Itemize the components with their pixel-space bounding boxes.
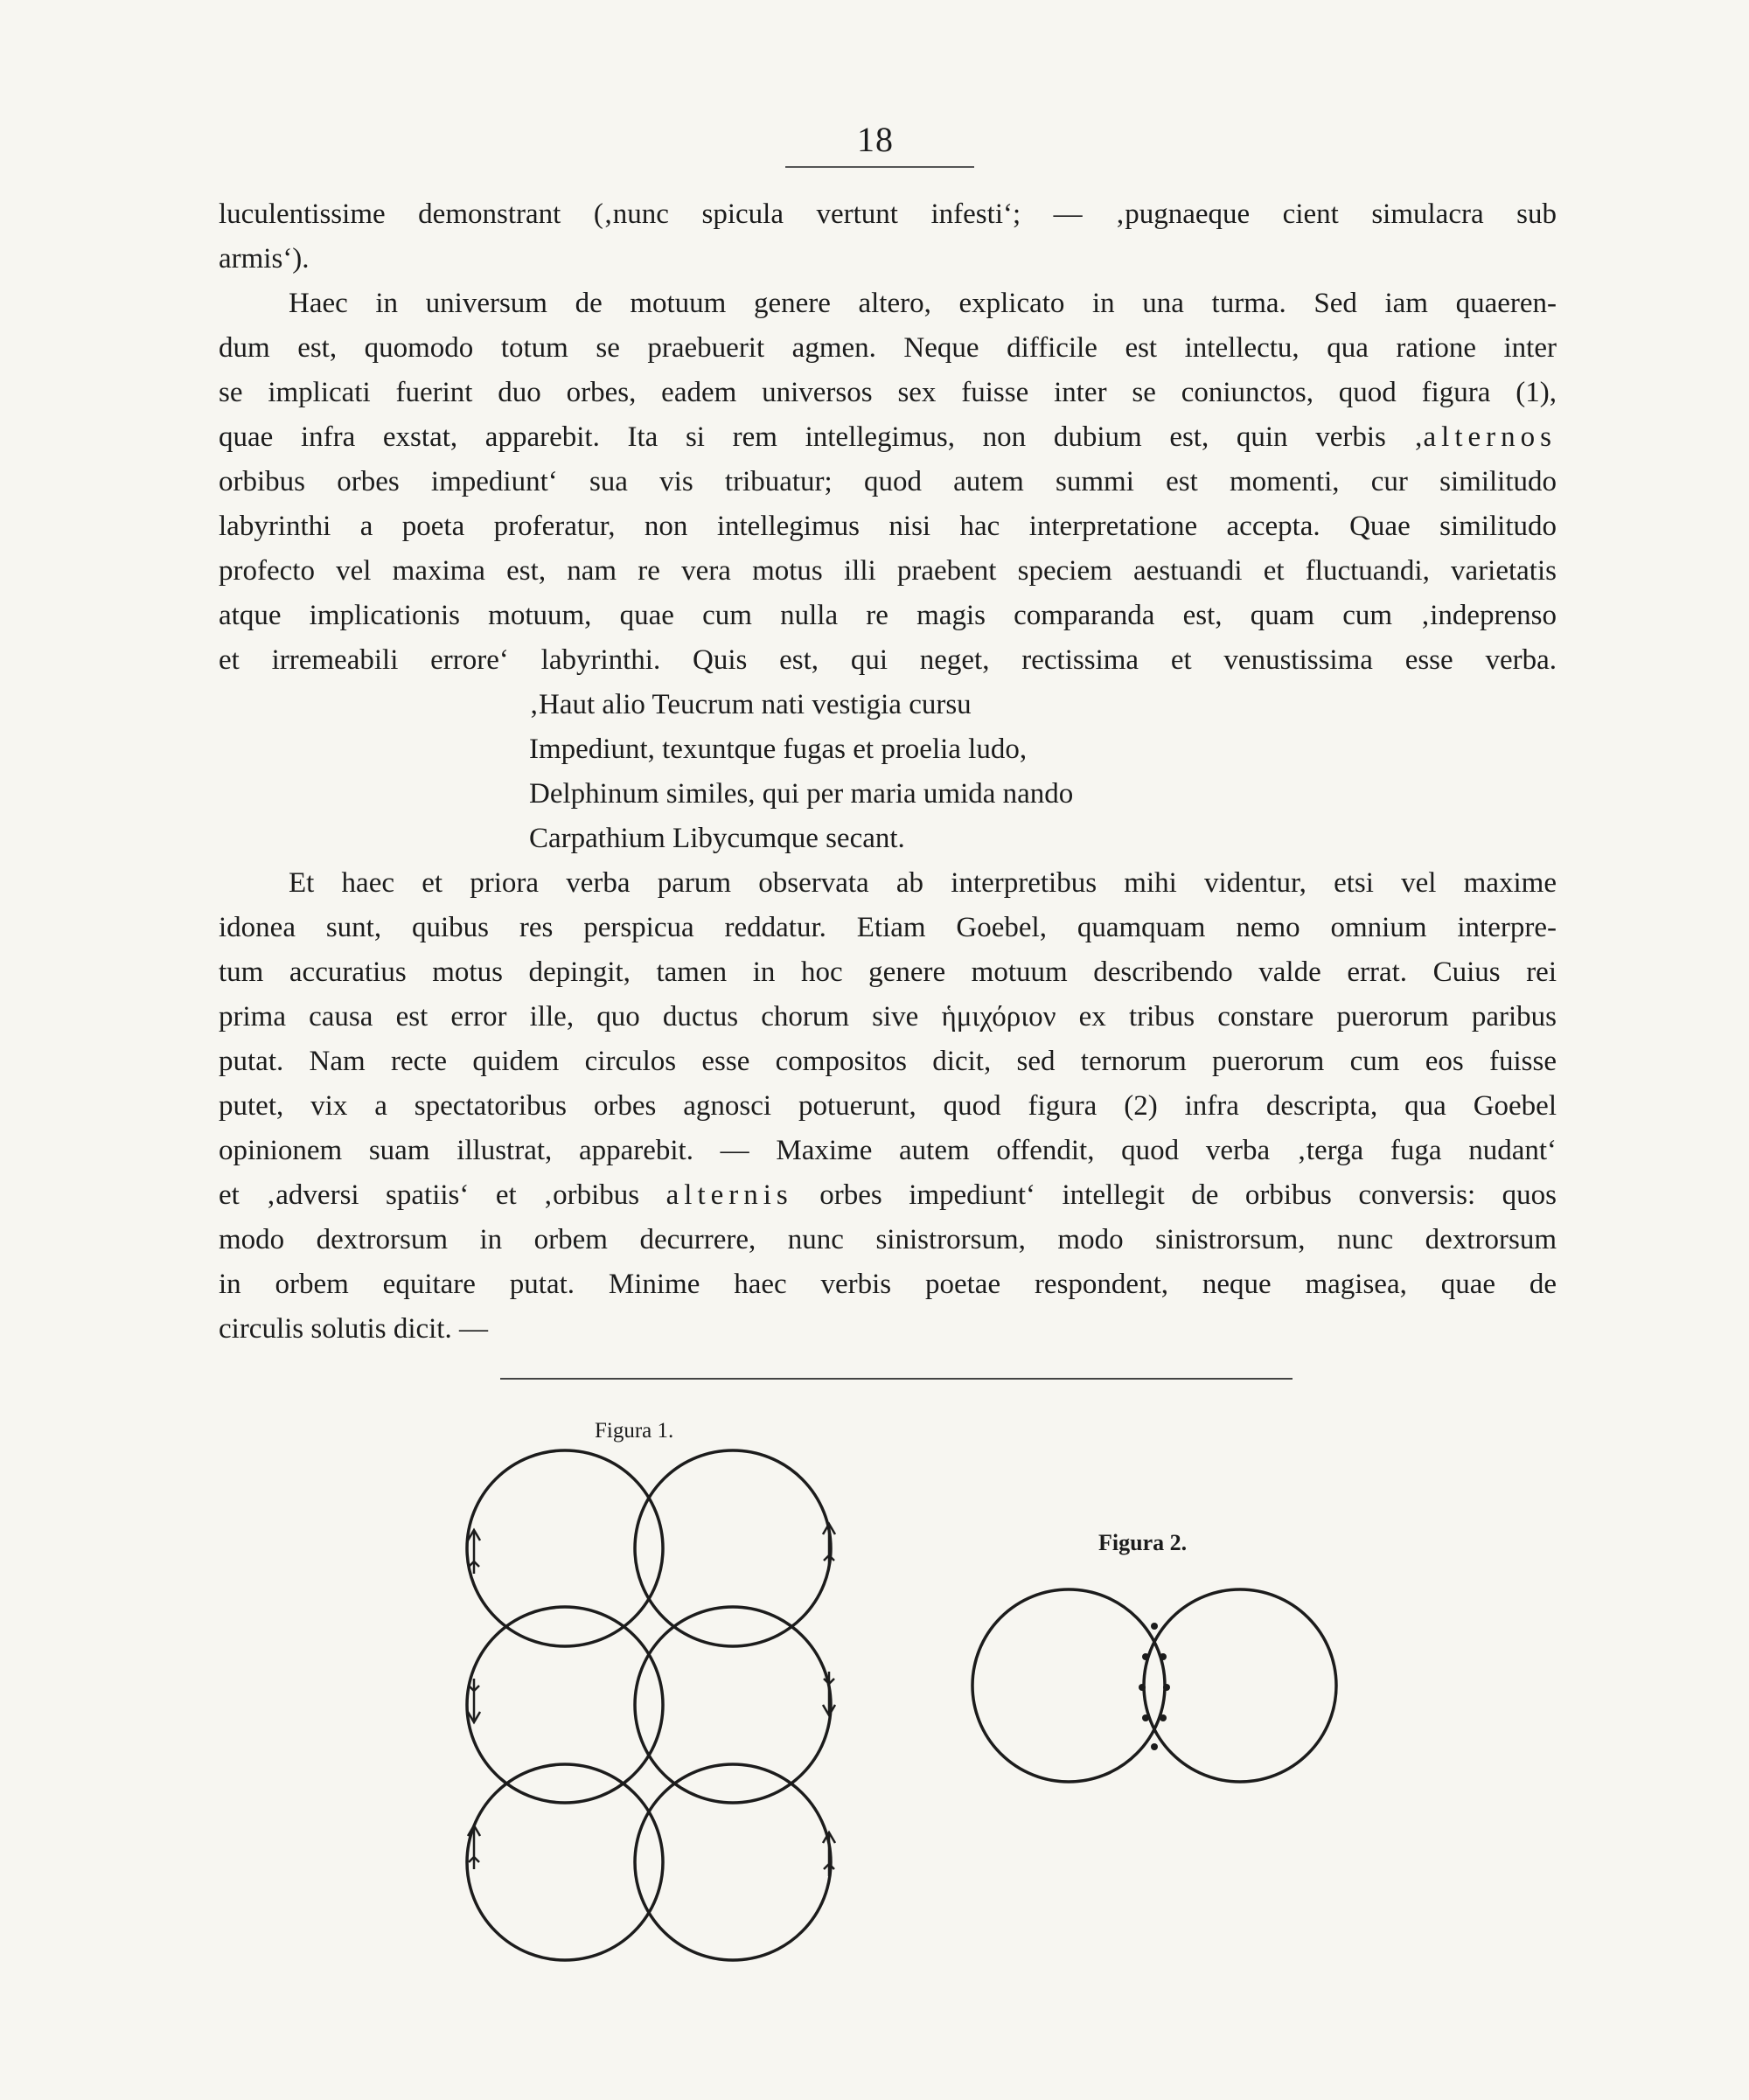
spaced-word: alternos <box>1423 421 1557 453</box>
dancer-dot <box>1163 1684 1170 1691</box>
figure-2 <box>972 1589 1336 1782</box>
dancer-dot <box>1151 1743 1158 1750</box>
spaced-word: alternis <box>665 1179 793 1211</box>
dancer-dot <box>1160 1653 1167 1660</box>
figure-2-circle <box>972 1589 1165 1782</box>
text-line: atque implicationis motuum, quae cum nulla re magis comparanda est, quam cum ‚indeprenso <box>219 600 1557 631</box>
text-line: tum accuratius motus depingit, tamen in hoc genere motuum describendo valde errat. Cuius rei <box>219 956 1557 988</box>
verse-line: Impediunt, texuntque fugas et proelia ludo, <box>529 734 1028 765</box>
text-line: idonea sunt, quibus res perspicua reddatur. Etiam Goebel, quamquam nemo omnium interpre- <box>219 912 1557 943</box>
text-line: Haec in universum de motuum genere altero, explicato in una turma. Sed iam quaeren- <box>289 288 1557 319</box>
dancer-dot <box>1151 1623 1158 1630</box>
figure-1-label: Figura 1. <box>595 1419 674 1443</box>
arrow-down-icon <box>468 1679 480 1722</box>
text-line: labyrinthi a poeta proferatur, non intellegimus nisi hac interpretatione accepta. Quae similitudo <box>219 511 1557 542</box>
text-line: in orbem equitare putat. Minime haec verbis poetae respondent, neque magisea, quae de <box>219 1269 1557 1300</box>
text-line: Et haec et priora verba parum observata ab interpretibus mihi videntur, etsi vel maxime <box>289 867 1557 899</box>
arrow-down-icon <box>823 1672 835 1715</box>
text-line: putet, vix a spectatoribus orbes agnosci potuerunt, quod figura (2) infra descripta, qua Goebel <box>219 1090 1557 1122</box>
text-line: se implicati fuerint duo orbes, eadem universos sex fuisse inter se coniunctos, quod figura (1), <box>219 377 1557 408</box>
text-segment: orbes impediunt‘ intellegit de orbibus conversis: quos <box>792 1179 1557 1211</box>
text-line: et irremeabili errore‘ labyrinthi. Quis est, qui neget, rectissima et venustissima esse verba. <box>219 644 1557 676</box>
figure-2-circle <box>1144 1589 1336 1782</box>
text-segment: et ‚adversi spatiis‘ et ‚orbibus <box>219 1179 666 1211</box>
text-line: opinionem suam illustrat, apparebit. — Maxime autem offendit, quod verba ‚terga fuga nudant‘ <box>219 1135 1557 1166</box>
figure-1-arrows <box>468 1524 835 1876</box>
arrow-up-icon <box>468 1530 480 1574</box>
verse-line: ‚Haut alio Teucrum nati vestigia cursu <box>529 689 972 720</box>
dancer-dot <box>1160 1714 1167 1721</box>
text-segment: quae infra exstat, apparebit. Ita si rem intellegimus, non dubium est, quin verbis ‚ <box>219 421 1424 453</box>
arrow-up-icon <box>823 1832 835 1876</box>
text-line: armis‘). <box>219 243 310 275</box>
dancer-dot <box>1142 1653 1149 1660</box>
text-line: modo dextrorsum in orbem decurrere, nunc sinistrorsum, modo sinistrorsum, nunc dextrorsum <box>219 1224 1557 1255</box>
text-line: orbibus orbes impediunt‘ sua vis tribuatur; quod autem summi est momenti, cur similitudo <box>219 466 1557 497</box>
text-line: circulis solutis dicit. — <box>219 1313 488 1345</box>
arrow-up-icon <box>468 1825 480 1869</box>
dancer-dot <box>1139 1684 1146 1691</box>
dancer-dot <box>1142 1714 1149 1721</box>
arrow-up-icon <box>823 1524 835 1568</box>
page-number: 18 <box>857 120 894 159</box>
figure-1 <box>467 1450 831 1960</box>
text-line: prima causa est error ille, quo ductus chorum sive ἡμιχόριον ex tribus constare puerorum paribus <box>219 1001 1557 1033</box>
text-line: dum est, quomodo totum se praebuerit agmen. Neque difficile est intellectu, qua ratione inter <box>219 332 1557 364</box>
verse-line: Carpathium Libycumque secant. <box>529 823 905 854</box>
figure-2-label: Figura 2. <box>1098 1530 1188 1555</box>
text-line: putat. Nam recte quidem circulos esse compositos dicit, sed ternorum puerorum cum eos fuisse <box>219 1046 1557 1077</box>
text-line: luculentissime demonstrant (‚nunc spicula vertunt infesti‘; — ‚pugnaeque cient simulacra sub <box>219 198 1557 230</box>
verse-line: Delphinum similes, qui per maria umida nando <box>529 778 1074 810</box>
text-line: profecto vel maxima est, nam re vera motus illi praebent speciem aestuandi et fluctuandi, varietatis <box>219 555 1557 587</box>
